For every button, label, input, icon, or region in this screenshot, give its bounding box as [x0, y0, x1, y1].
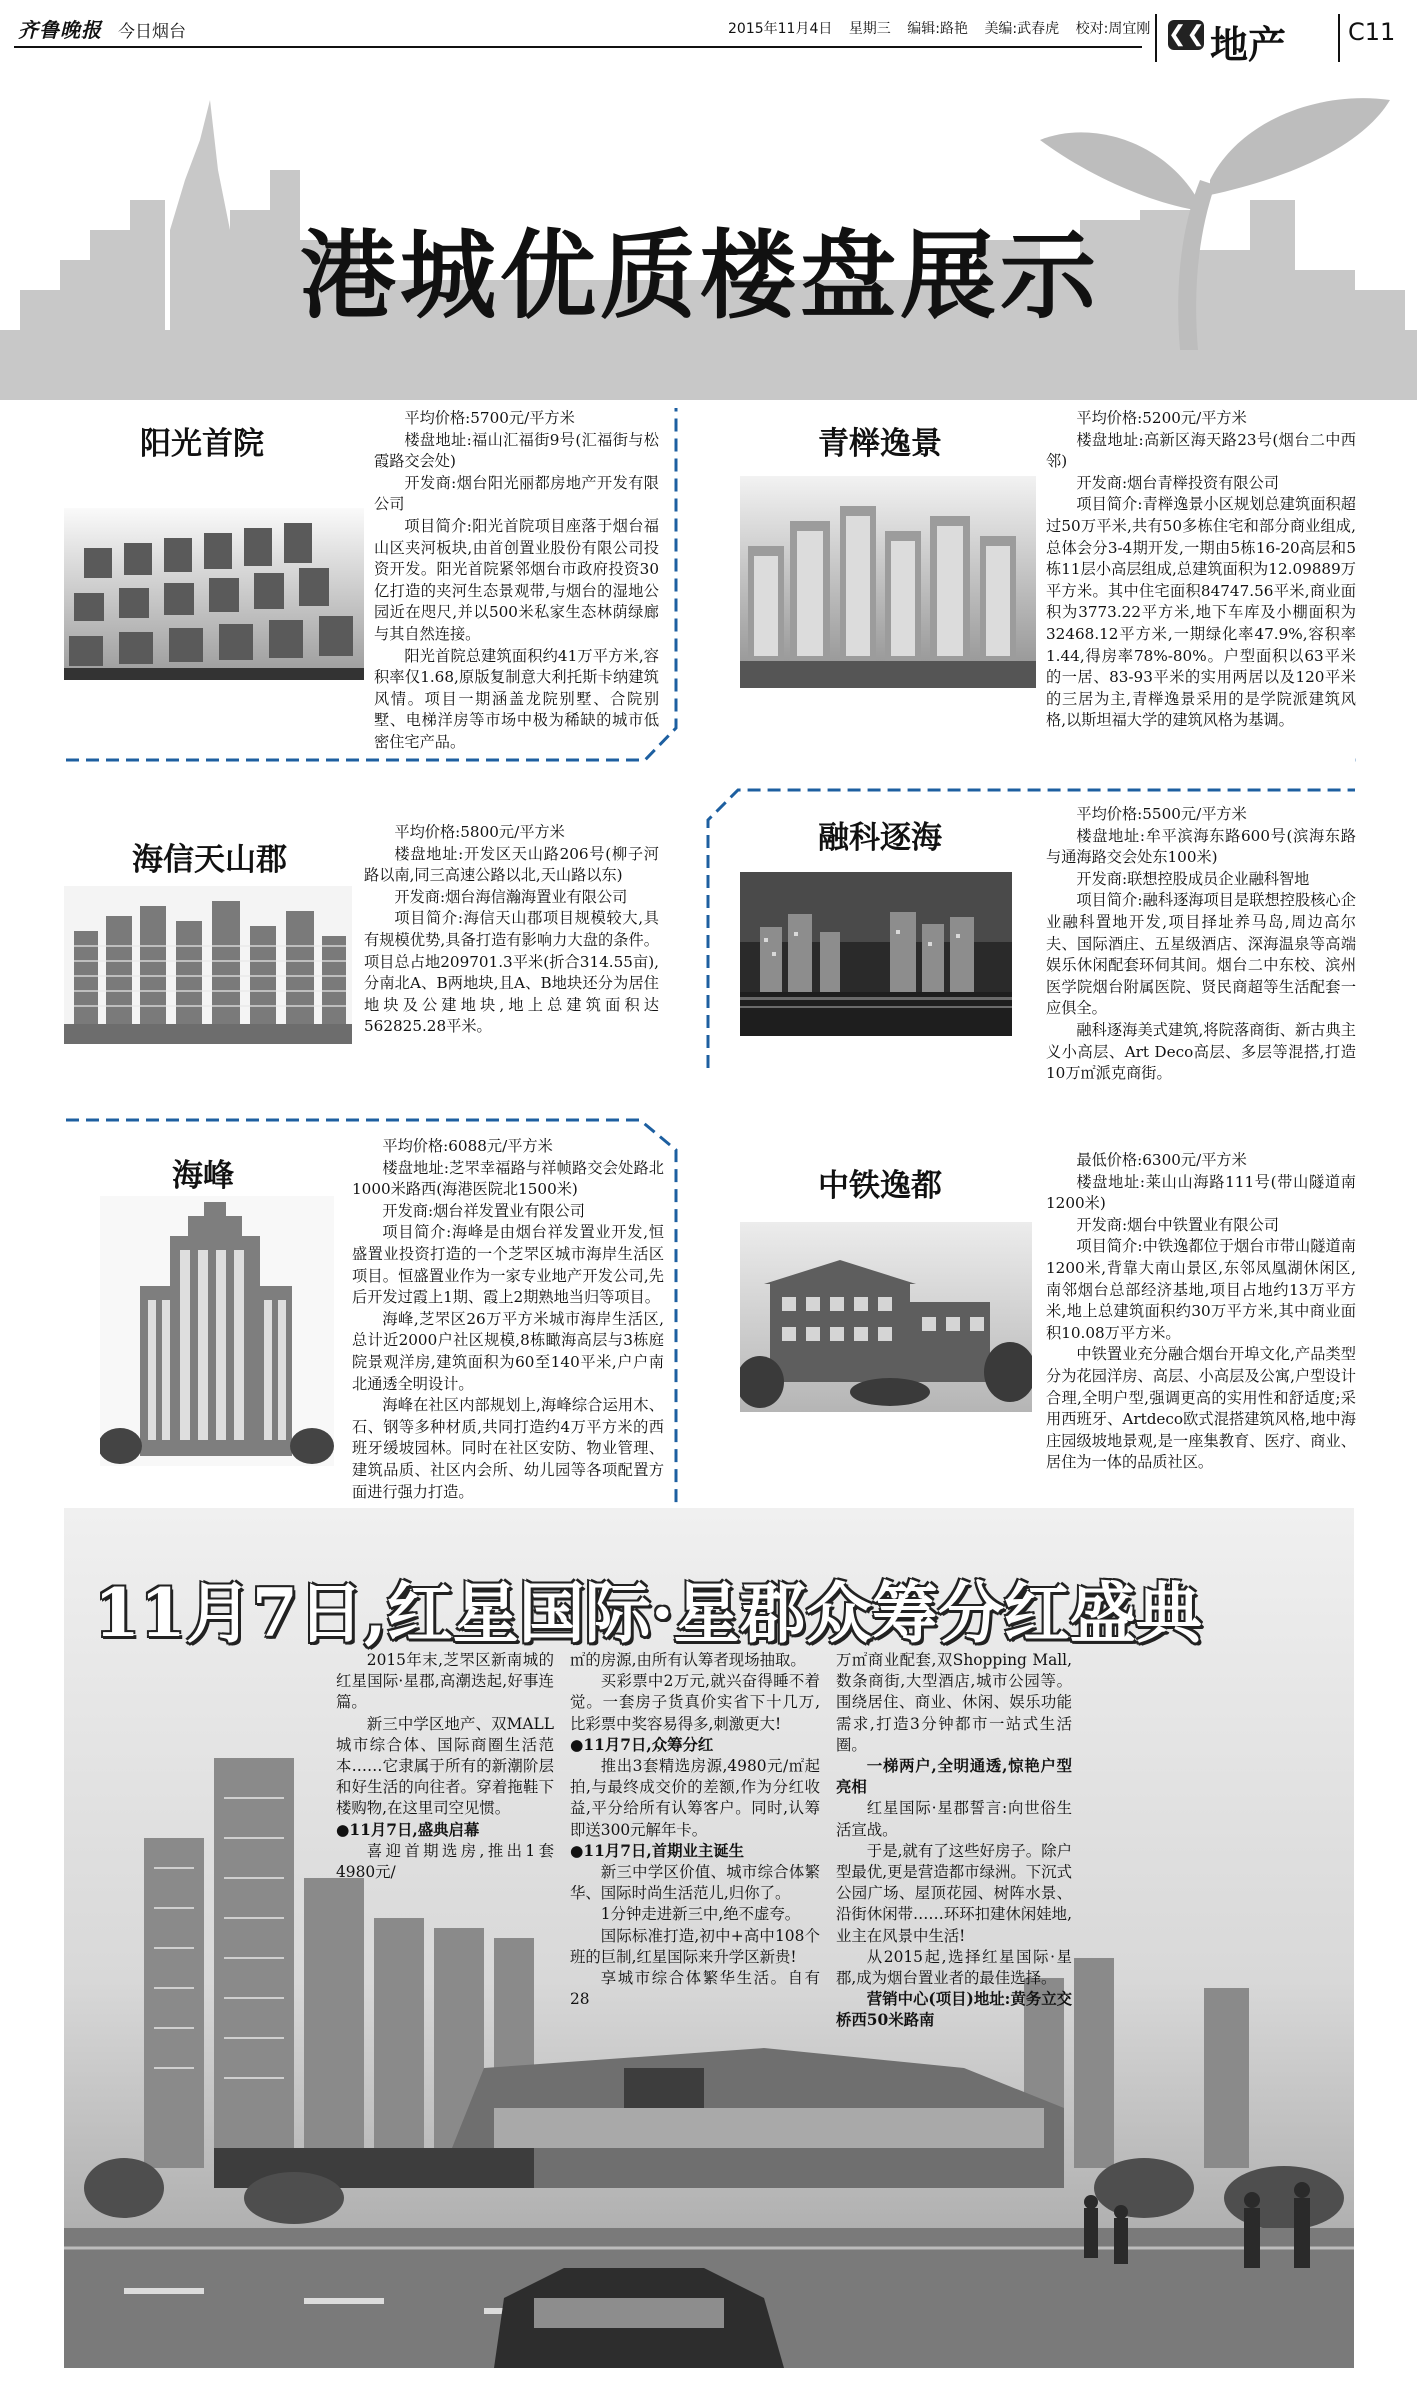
listing-line: 阳光首院总建筑面积约41万平方米,容积率仅1.68,原版复制意大利托斯卡纳建筑风情。项目一期涵盖龙院别墅、合院别墅、电梯洋房等市场中极为稀缺的城市低密住宅产品。: [374, 646, 659, 751]
listing-line: 项目简介:海信天山郡项目规模较大,具有规模优势,具备打造有影响力大盘的条件。项目总占地209701.3平米(折合314.55亩),分南北A、B两地块,且A、B地块还分为居住地块及公建地块,地上总建筑面积达562825.28平米。: [364, 909, 659, 1036]
page-number: C11: [1348, 18, 1396, 46]
ad-paragraph: ㎡的房源,由所有认筹者现场抽取。: [570, 1651, 806, 1669]
listing-line: 楼盘地址:莱山山海路111号(带山隧道南1200米): [1046, 1172, 1356, 1213]
listing-description: [374, 408, 659, 754]
column-name: 今日烟台: [118, 22, 186, 42]
listing-name: 青榉逸景: [818, 426, 942, 462]
listing-line: 楼盘地址:牟平滨海东路600号(滨海东路与通海路交会处东100米): [1046, 826, 1356, 867]
listing-photo-haifeng: [100, 1196, 334, 1466]
listing-line: 项目简介:青榉逸景小区规划总建筑面积超过50万平米,共有50多栋住宅和部分商业组成,总体会分3-4期开发,一期由5栋16-20高层和5栋11层小高层组成,总建筑面积为12.09889万平方米。其中住宅面积84747.56平米,商业面积为3773.22平方米,地下车库及小棚面积为32468.12平方米,一期绿化率47.9%,容积率1.44,得房率78%-80%。户型面积以63平米的一居、83-93平米的实用两居以及120平米的三居为主,青榉逸景采用的是学院派建筑风格,以斯坦福大学的建筑风格为基调。: [1046, 495, 1356, 730]
ad-bullet: ●11月7日,盛典启幕: [336, 1820, 480, 1839]
listing-line: 项目简介:阳光首院项目座落于烟台福山区夹河板块,由首创置业股份有限公司投资开发。阳光首院紧邻烟台市政府投资30亿打造的夹河生态景观带,与烟台的湿地公园近在咫尺,并以500米私家生态林荫绿廊与其自然连接。: [374, 516, 659, 643]
ad-column-3: [836, 1650, 1072, 2032]
listing-line: 项目简介:海峰是由烟台祥发置业开发,恒盛置业投资打造的一个芝罘区城市海岸生活区项目。恒盛置业作为一家专业地产开发公司,先后开发过霞上1期、霞上2期熟地当归等项目。: [352, 1223, 664, 1307]
listing-name: 中铁逸都: [818, 1168, 942, 1204]
listing-line: 最低价格:6300元/平方米: [1076, 1151, 1247, 1169]
listing-line: 项目简介:中铁逸都位于烟台市带山隧道南1200米,背靠大南山景区,东邻凤凰湖休闲区,南邻烟台总部经济基地,项目占地约13万平方米,地上总建筑面积约30万平方米,其中商业面积10.08万平方米。: [1046, 1237, 1356, 1342]
listing-line: 开发商:烟台青榉投资有限公司: [1076, 473, 1279, 492]
listing-photo-yangguang: [64, 508, 364, 680]
listing-line: 开发商:烟台阳光丽都房地产开发有限公司: [374, 473, 659, 514]
editor-credit: 编辑:路艳: [907, 21, 968, 37]
listing-line: 中铁置业充分融合烟台开埠文化,产品类型分为花园洋房、高层、小高层及公寓,户型设计合理,全明户型,强调更高的实用性和舒适度;采用西班牙、Artdeco欧式混搭建筑风格,地中海庄园级坡地景观,是一座集教育、医疗、商业、居住为一体的品质社区。: [1046, 1345, 1356, 1472]
listing-line: 开发商:联想控股成员企业融科智地: [1076, 869, 1310, 888]
ad-paragraph: 推出3套精选房源,4980元/㎡起拍,与最终成交价的差额,作为分红收益,平分给所有认筹客户。同时,认筹即送300元解年卡。: [570, 1757, 820, 1839]
listing-line: 楼盘地址:高新区海天路23号(烟台二中西邻): [1046, 430, 1356, 471]
listing-line: 平均价格:5800元/平方米: [394, 823, 565, 841]
ad-paragraph: 一梯两户,全明通透,惊艳户型亮相: [836, 1757, 1072, 1797]
ad-paragraph: 买彩票中2万元,就兴奋得睡不着觉。一套房子货真价实省下十几万,比彩票中奖容易得多,刺激更大!: [570, 1672, 820, 1733]
ad-paragraph: 享城市综合体繁华生活。自有28: [570, 1969, 820, 2009]
listing-photo-qingju: [740, 476, 1036, 688]
listing-photo-rongke: [740, 872, 1012, 1036]
ad-bullet: ●11月7日,众筹分红: [570, 1735, 714, 1754]
listing-name: 海信天山郡: [132, 842, 287, 878]
listing-line: 平均价格:5700元/平方米: [404, 409, 575, 427]
ad-paragraph: 国际标准打造,初中+高中108个班的巨制,红星国际来升学区新贵!: [570, 1926, 820, 1966]
ad-paragraph: 万㎡商业配套,双Shopping Mall,数条商街,大型酒店,城市公园等。围绕居住、商业、休闲、娱乐功能需求,打造3分钟都市一站式生活圈。: [836, 1651, 1072, 1754]
chevron-left-icon: ❮❮: [1168, 20, 1204, 50]
listing-description: [352, 1136, 664, 1503]
ad-column-2: [570, 1650, 820, 2010]
proofreader-credit: 校对:周宜刚: [1075, 21, 1151, 37]
ad-paragraph: 2015年末,芝罘区新南城的红星国际·星郡,高潮迭起,好事连篇。: [336, 1651, 554, 1712]
weekday: 星期三: [848, 21, 891, 37]
listing-line: 楼盘地址:开发区天山路206号(柳子河路以南,同三高速公路以北,天山路以东): [364, 844, 659, 885]
ad-paragraph: 从2015起,选择红星国际·星郡,成为烟台置业者的最佳选择。: [836, 1947, 1072, 1988]
ad-column-1: [336, 1650, 554, 1883]
art-editor-credit: 美编:武春虎: [984, 21, 1060, 37]
listing-line: 项目简介:融科逐海项目是联想控股核心企业融科置地开发,项目择址养马岛,周边高尔夫、国际酒庄、五星级酒店、深海温泉等高端娱乐休闲配套环伺其间。烟台二中东校、滨州医学院烟台附属医院、贤民商超等生活配套一应俱全。: [1046, 891, 1356, 1018]
listing-description: [1046, 1150, 1356, 1474]
listing-name: 海峰: [172, 1158, 234, 1194]
listing-photo-haixin: [64, 886, 352, 1044]
issue-date: 2015年11月4日: [728, 21, 833, 37]
listing-photo-zhongtie: [740, 1222, 1032, 1412]
masthead: 齐鲁晚报: [18, 18, 102, 42]
ad-paragraph: 新三中学区地产、双MALL城市综合体、国际商圈生活范本……它隶属于所有的新潮阶层和好生活的向往者。穿着拖鞋下楼购物,在这里司空见惯。: [336, 1714, 554, 1818]
listing-line: 平均价格:5500元/平方米: [1076, 805, 1247, 823]
hongxing-advertisement: [64, 1508, 1354, 2368]
listing-line: 开发商:烟台中铁置业有限公司: [1076, 1215, 1279, 1234]
ad-paragraph: 于是,就有了这些好房子。除户型最优,更是营造都市绿洲。下沉式公园广场、屋顶花园、树阵水景、沿街休闲带……环环扣建休闲娃地,业主在风景中生活!: [836, 1841, 1072, 1945]
ad-paragraph: 新三中学区价值、城市综合体繁华、国际时尚生活范儿,归你了。: [570, 1863, 820, 1903]
ad-address: 营销中心(项目)地址:黄务立交桥西50米路南: [836, 1990, 1072, 2030]
listing-name: 阳光首院: [140, 426, 264, 462]
section-label: 地产: [1210, 23, 1287, 67]
listing-line: 楼盘地址:福山汇福街9号(汇福街与松霞路交会处): [374, 430, 659, 471]
ad-paragraph: 红星国际·星郡誓言:向世俗生活宣战。: [836, 1799, 1072, 1839]
listing-line: 平均价格:5200元/平方米: [1076, 409, 1247, 427]
banner-title: 港城优质楼盘展示: [300, 219, 1100, 332]
listing-line: 海峰在社区内部规划上,海峰综合运用木、石、钢等多种材质,共同打造约4万平方米的西班牙缓坡园林。同时在社区安防、物业管理、建筑品质、社区内会所、幼儿园等各项配置方面进行强力打造。: [352, 1396, 664, 1501]
listing-line: 楼盘地址:芝罘幸福路与祥帧路交会处路北1000米路西(海港医院北1500米): [352, 1158, 664, 1199]
ad-paragraph: 1分钟走进新三中,绝不虚夸。: [600, 1905, 801, 1924]
listing-description: [1046, 408, 1356, 732]
listing-line: 开发商:烟台海信瀚海置业有限公司: [394, 887, 628, 906]
listing-line: 开发商:烟台祥发置业有限公司: [382, 1201, 585, 1220]
ad-paragraph: 喜迎首期选房,推出1套4980元/: [336, 1841, 554, 1882]
listing-line: 海峰,芝罘区26万平方米城市海岸生活区,总计近2000户社区规模,8栋瞰海高层与3栋庭院景观洋房,建筑面积为60至140平米,户户南北通透全明设计。: [352, 1309, 664, 1393]
listing-description: [1046, 804, 1356, 1085]
listing-name: 融科逐海: [818, 820, 942, 856]
listing-description: [364, 822, 659, 1038]
listing-line: 平均价格:6088元/平方米: [382, 1137, 553, 1155]
ad-title: 11月7日,红星国际·星郡众筹分红盛典: [94, 1574, 1202, 1652]
ad-bullet: ●11月7日,首期业主诞生: [570, 1841, 745, 1860]
listing-line: 融科逐海美式建筑,将院落商街、新古典主义小高层、Art Deco高层、多层等混搭,打造10万㎡派克商街。: [1046, 1020, 1356, 1083]
